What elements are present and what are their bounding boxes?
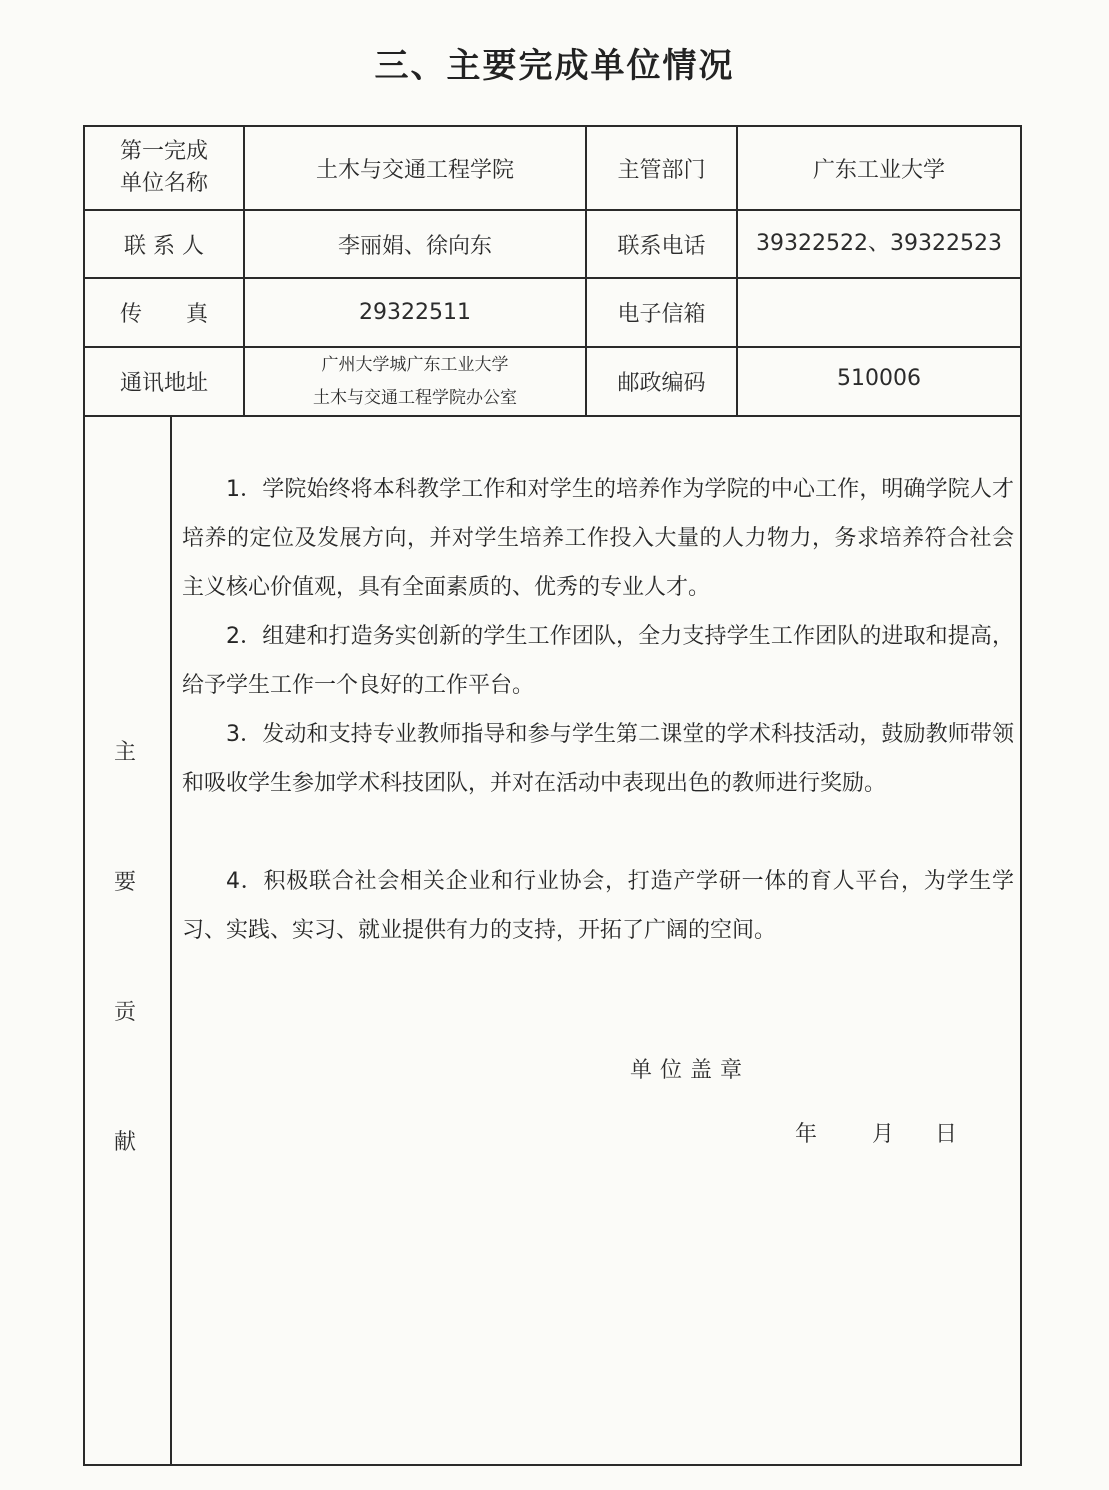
contribution-label-char-2: 要 bbox=[113, 870, 136, 895]
address-line1: 广州大学城广东工业大学 bbox=[321, 354, 509, 375]
department-value: 广东工业大学 bbox=[812, 157, 945, 183]
contribution-paragraph-4: 4．积极联合社会相关企业和行业协会，打造产学研一体的育人平台，为学生学习、实践、实习、就业提供有力的支持，开拓了广阔的空间。 bbox=[182, 869, 1014, 943]
unit-name-label-line2: 单位名称 bbox=[119, 171, 208, 196]
contribution-paragraph-1: 1．学院始终将本科教学工作和对学生的培养作为学院的中心工作，明确学院人才培养的定位及发展方向，并对学生培养工作投入大量的人力物力，务求培养符合社会主义核心价值观，具有全面素质的、优秀的专业人才。 bbox=[182, 477, 1014, 600]
email-label: 电子信箱 bbox=[617, 302, 706, 327]
row-divider bbox=[83, 415, 1022, 417]
email-value bbox=[738, 279, 1020, 346]
address-label: 通讯地址 bbox=[119, 371, 208, 396]
contact-person-label: 联 系 人 bbox=[124, 233, 204, 259]
department-label: 主管部门 bbox=[617, 157, 706, 183]
contact-person-value: 李丽娟、徐向东 bbox=[337, 233, 492, 259]
date-year: 年 bbox=[795, 1122, 818, 1147]
contribution-label-char-1: 主 bbox=[113, 740, 136, 765]
contribution-label-char-3: 贡 bbox=[113, 1000, 136, 1025]
address-line2: 土木与交通工程学院办公室 bbox=[313, 387, 517, 408]
unit-stamp-label: 单位盖章 bbox=[630, 1058, 751, 1083]
address-value bbox=[245, 348, 585, 415]
phone-label: 联系电话 bbox=[617, 233, 706, 259]
phone-value: 39322522、39322523 bbox=[756, 230, 1002, 256]
date-day: 日 bbox=[935, 1122, 958, 1147]
date-month: 月 bbox=[872, 1122, 895, 1147]
unit-name-value: 土木与交通工程学院 bbox=[315, 157, 514, 183]
page-title: 三、主要完成单位情况 bbox=[374, 46, 735, 86]
unit-name-label-line1: 第一完成 bbox=[119, 139, 208, 164]
contribution-label-char-4: 献 bbox=[113, 1130, 136, 1155]
contribution-paragraph-2: 2．组建和打造务实创新的学生工作团队，全力支持学生工作团队的进取和提高，给予学生工作一个良好的工作平台。 bbox=[182, 624, 1014, 698]
column-divider bbox=[170, 415, 172, 1466]
fax-value: 29322511 bbox=[359, 300, 471, 325]
fax-label: 传 真 bbox=[119, 302, 208, 327]
postal-code-label: 邮政编码 bbox=[617, 371, 706, 396]
contribution-paragraph-3: 3．发动和支持专业教师指导和参与学生第二课堂的学术科技活动，鼓励教师带领和吸收学生参加学术科技团队，并对在活动中表现出色的教师进行奖励。 bbox=[182, 722, 1014, 796]
unit-name-label bbox=[85, 127, 243, 209]
postal-code-value: 510006 bbox=[837, 365, 921, 391]
